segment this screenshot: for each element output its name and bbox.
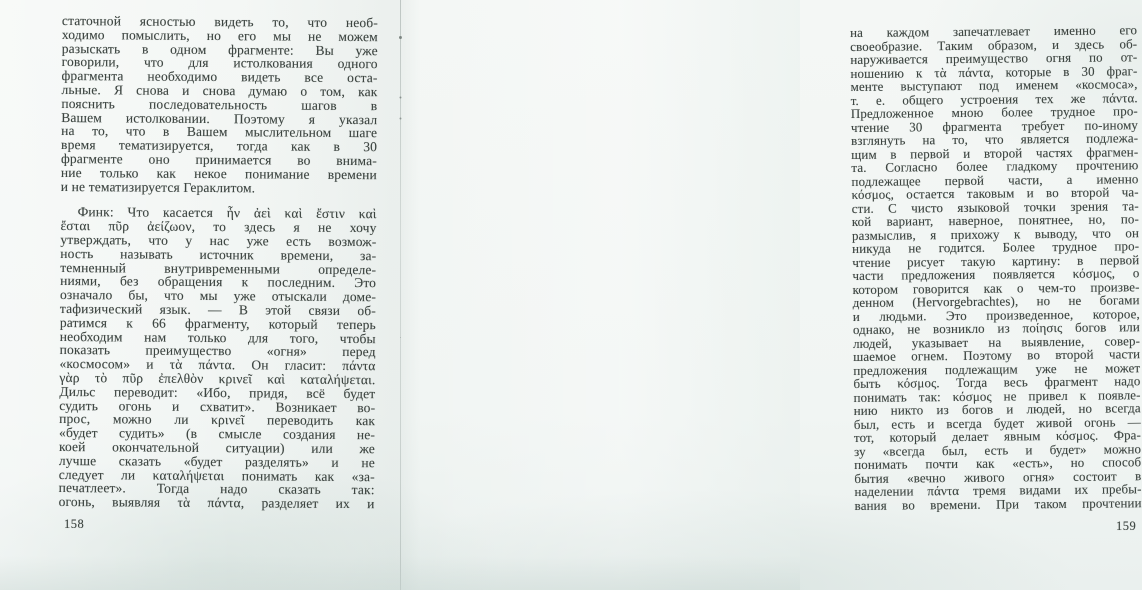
text-line: Предложенное мною более трудное про- [850, 103, 1138, 121]
text-line: лучше сказать «будет разделять» и не [58, 452, 375, 470]
text-line: понимать так: κόσμος не привел к появле- [853, 386, 1141, 405]
text-line: и не тематизируется Гераклитом. [60, 178, 256, 195]
text-line: утверждать, что у нас уже есть возмож- [60, 231, 377, 250]
text-line: пояснить последовательность шагов в [61, 95, 378, 113]
text-line: время тематизируется, тогда как в 30 [61, 137, 378, 155]
text-line: ние только как некое понимание времени [60, 164, 377, 182]
text-line: на то, что в Вашем мыслительном шаге [61, 123, 378, 141]
text-line: денном (Hervorgebrachtes), но не богами [852, 292, 1140, 310]
text-line: разыскать в одном фрагменте: Вы уже [61, 40, 378, 58]
text-line: показать преимущество «огня» перед [59, 342, 376, 360]
text-line: статочной ясностью видеть то, что необ- [61, 13, 378, 31]
text-line: та. Согласно более гладкому прочтению [851, 157, 1139, 175]
page-number-right: 159 [1116, 519, 1137, 533]
text-line: и людьми. Это произведенное, которое, [852, 305, 1140, 324]
text-line: «космосом» и τὰ πάντα. Он гласит: πάντα [59, 356, 376, 374]
text-line: фрагменте оно принимается во внима- [60, 150, 378, 169]
page-right-text [850, 23, 1142, 512]
text-line: ἔσται πῦρ ἀείζωον, то здесь я не хочу [60, 218, 377, 236]
text-line: своеобразие. Таким образом, и здесь об- [850, 35, 1138, 54]
text-line: предложения подлежащим уже не может [853, 359, 1141, 378]
text-line: Вашем истолковании. Поэтому я указал [61, 109, 378, 127]
text-line: части предложения появляется κόσμος, о [852, 265, 1140, 283]
text-line: взглянуть на то, что является подлежа- [851, 130, 1139, 148]
text-line: фрагмента необходимо видеть все оста- [61, 68, 378, 86]
text-line: вания во времени. При таком прочтении [854, 494, 1142, 513]
text-line: ходимо помыслить, но его мы не можем [61, 26, 378, 45]
text-line: быть κόσμος. Тогда весь фрагмент надо [853, 373, 1141, 391]
text-line: κόσμος, остается таковым и во второй ча- [851, 184, 1139, 202]
text-line: тот, который делает явным κόσμος. Фра- [853, 427, 1142, 445]
text-line: судить огонь и схватит». Возникает во- [59, 397, 376, 415]
text-line: означало бы, что мы уже отыскали доме- [59, 287, 377, 305]
page-left-text [59, 14, 378, 511]
text-line: был, есть и всегда будет живой огонь — [853, 413, 1141, 432]
page-number-left: 158 [64, 517, 85, 531]
text-line: γὰρ τὸ πῦρ ἐπελθὸν κρινεῖ καὶ καταλήψεται. [59, 369, 376, 388]
text-line: наделении πάντα тремя видами их пребы- [854, 481, 1142, 499]
text-line: следует ли καταλήψεται понимать как «за- [58, 466, 375, 484]
text-line: ниями, без обращения к последним. Это [60, 273, 377, 291]
text-line: ратимся к 66 фрагменту, который теперь [59, 314, 376, 332]
page-right [400, 0, 1142, 590]
text-line: «будет судить» (в смысле создания не- [59, 425, 376, 443]
text-line: печатлеет». Тогда надо сказать так: [58, 480, 375, 498]
text-line: ность называть источник времени, за- [60, 245, 377, 263]
text-line: шаемое огнем. Поэтому во второй части [853, 346, 1141, 364]
text-line: Финк: Что касается ἦν ἀεὶ καὶ ἔστιν καὶ [77, 204, 377, 222]
text-line: менте выступают под именем «космоса», [850, 76, 1138, 94]
text-line: необходим нам только для того, чтобы [59, 328, 376, 346]
text-line: понимать почти как «есть», но способ [854, 454, 1142, 472]
text-line: размыслив, я прихожу к выводу, что он [851, 224, 1140, 243]
text-line: нию никто из богов и людей, но всегда [853, 400, 1141, 418]
text-line: никуда не годится. Более трудное про- [852, 238, 1140, 256]
text-line: тафизический язык. — В этой связи об- [59, 300, 376, 319]
text-line: однако, не возникло из ποίησις богов или [852, 319, 1140, 337]
text-line: щим в первой и второй частях фрагмен- [851, 143, 1139, 162]
text-line: зу «всегда был, есть и будет» можно [854, 440, 1142, 459]
text-line: сти. С чисто языковой точки зрения та- [851, 197, 1139, 216]
text-line: коей окончательной ситуации) или же [58, 438, 376, 457]
text-line: людей, указывает на выявление, совер- [852, 332, 1141, 351]
text-line: кой вариант, наверное, понятнее, но, по- [851, 211, 1139, 229]
text-line: котором говорится как о чем-то произве- [852, 278, 1140, 297]
text-line: говорили, что для истолкования одного [61, 54, 378, 72]
text-line: подлежащее первой части, а именно [851, 170, 1139, 189]
text-line: прос, можно ли κρινεῖ переводить как [59, 411, 376, 429]
text-line: бытия «вечно живого огня» состоит в [854, 467, 1142, 486]
text-line: на каждом запечатлевает именно его [849, 22, 1138, 40]
text-line: льные. Я снова и снова думаю о том, как [61, 81, 378, 100]
page-left [0, 0, 400, 590]
text-line: чтение 30 фрагмента требует по-иному [850, 116, 1139, 135]
text-line: огонь, выявляя τὰ πάντα, разделяет их и [58, 494, 375, 512]
text-line: Дильс переводит: «Ибо, придя, всё будет [59, 383, 376, 401]
text-line: чтение рисует такую картину: в первой [852, 251, 1140, 270]
text-line: ношению к τὰ πάντα, которые в 30 фраг- [850, 62, 1138, 81]
text-line: наруживается преимущество огня по от- [850, 49, 1138, 67]
text-line: темненный внутривременными определе- [60, 259, 377, 277]
text-line: т. е. общего устроения тех же πάντα. [850, 89, 1138, 108]
